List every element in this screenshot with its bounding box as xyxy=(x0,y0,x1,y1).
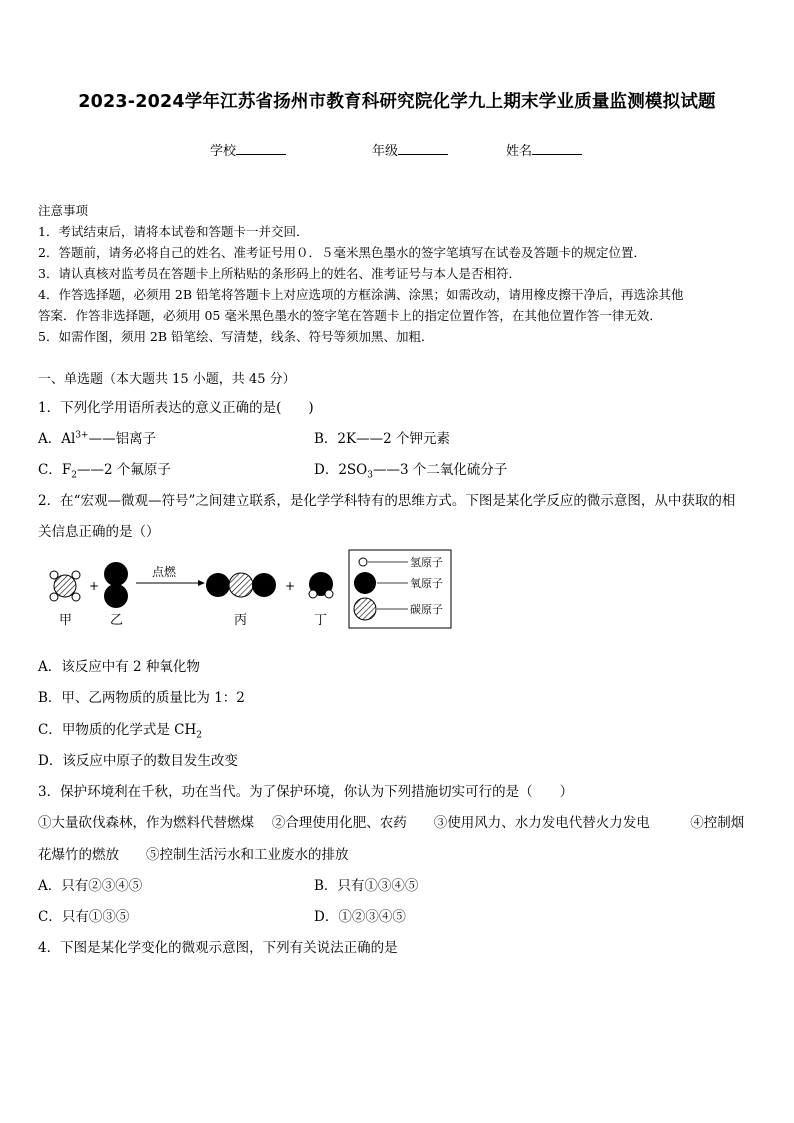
notice-heading: 注意事项 xyxy=(38,203,89,218)
q3-list-line2: 花爆竹的燃放 ⑤控制生活污水和工业废水的排放 xyxy=(38,847,349,863)
reaction-diagram xyxy=(40,546,460,636)
q2-stem-line1: 2．在“宏观—微观—符号”之间建立联系，是化学学科特有的思维方式。下图是某化学反应的微示意图，从中获取的相 xyxy=(38,493,736,509)
q2-option-a: A．该反应中有 2 种氧化物 xyxy=(38,659,200,675)
notice-block xyxy=(38,200,758,347)
arrow-head xyxy=(198,580,205,586)
section-heading: 一、单选题（本大题共 15 小题，共 45 分） xyxy=(38,372,296,387)
plus-sign: + xyxy=(89,579,100,593)
notice-item: 答案．作答非选择题，必须用 05 毫米黑色墨水的签字笔在答题卡上的指定位置作答，在其他位置作答一律无效． xyxy=(38,308,662,323)
q1-option-b: B．2K——2 个钾元素 xyxy=(314,431,450,447)
q2-option-d: D．该反应中原子的数目发生改变 xyxy=(38,753,238,769)
q2-option-b: B．甲、乙两物质的质量比为 1：2 xyxy=(38,690,245,706)
grade-blank xyxy=(398,142,448,155)
diagram-legend xyxy=(349,550,451,628)
notice-item: 4．作答选择题，必须用 2B 铅笔将答题卡上对应选项的方框涂满、涂黑；如需改动，请用橡皮擦干净后，再选涂其他 xyxy=(38,287,684,302)
q3-option-d: D．①②③④⑤ xyxy=(314,909,406,925)
notice-item: 2．答题前，请务必将自己的姓名、准考证号用０．５毫米黑色墨水的签字笔填写在试卷及答题卡的规定位置． xyxy=(38,245,646,260)
q1-option-a: A．$Al^{3+}——$铝离子 xyxy=(38,430,157,447)
q3-list-line1: ①大量砍伐森林，作为燃料代替燃煤 ②合理使用化肥、农药 ③使用风力、水力发电代替火力发电 ④控制烟 xyxy=(38,815,745,831)
q1-stem: 1．下列化学用语所表达的意义正确的是( ) xyxy=(38,400,314,416)
label-ding: 丁 xyxy=(314,613,328,628)
q1-option-c: C．$F_2——2$ 个氟原子 xyxy=(38,462,171,481)
q3-option-c: C．只有①③⑤ xyxy=(38,909,130,925)
molecule-yi xyxy=(104,562,128,608)
q2-stem-line2: 关信息正确的是（） xyxy=(38,524,160,540)
name-blank xyxy=(532,142,582,155)
legend-hydrogen: 氢原子 xyxy=(410,556,443,569)
q4-stem: 4．下图是某化学变化的微观示意图，下列有关说法正确的是 xyxy=(38,940,398,956)
label-yi: 乙 xyxy=(110,613,124,628)
school-field: 学校 xyxy=(210,140,286,159)
school-blank xyxy=(236,142,286,155)
molecule-ding xyxy=(309,572,333,598)
name-field: 姓名 xyxy=(506,140,582,159)
label-jia: 甲 xyxy=(59,613,73,628)
molecule-jia xyxy=(50,571,80,601)
q2-option-c: C．甲物质的化学式是 $CH_2$ xyxy=(38,722,202,741)
q3-option-a: A．只有②③④⑤ xyxy=(38,878,143,894)
arrow-label: 点燃 xyxy=(152,565,177,579)
notice-item: 5．如需作图，须用 2B 铅笔绘、写清楚，线条、符号等须加黑、加粗． xyxy=(38,329,434,344)
legend-oxygen: 氧原子 xyxy=(410,577,443,590)
q3-stem: 3．保护环境利在千秋，功在当代。为了保护环境，你认为下列措施切实可行的是（ ） xyxy=(38,784,574,800)
q3-option-b: B．只有①③④⑤ xyxy=(314,878,419,894)
notice-item: 3．请认真核对监考员在答题卡上所粘贴的条形码上的姓名、准考证号与本人是否相符． xyxy=(38,266,521,281)
label-bing: 丙 xyxy=(234,613,248,628)
legend-carbon: 碳原子 xyxy=(410,603,443,616)
grade-field: 年级 xyxy=(372,140,448,159)
exam-title: 2023-2024学年江苏省扬州市教育科研究院化学九上期末学业质量监测模拟试题 xyxy=(78,92,716,112)
q1-option-d: D．$2SO_3——3$ 个二氧化硫分子 xyxy=(314,462,508,481)
notice-item: 1．考试结束后，请将本试卷和答题卡一并交回． xyxy=(38,224,309,239)
molecule-bing xyxy=(206,573,276,597)
plus-sign: + xyxy=(285,579,296,593)
